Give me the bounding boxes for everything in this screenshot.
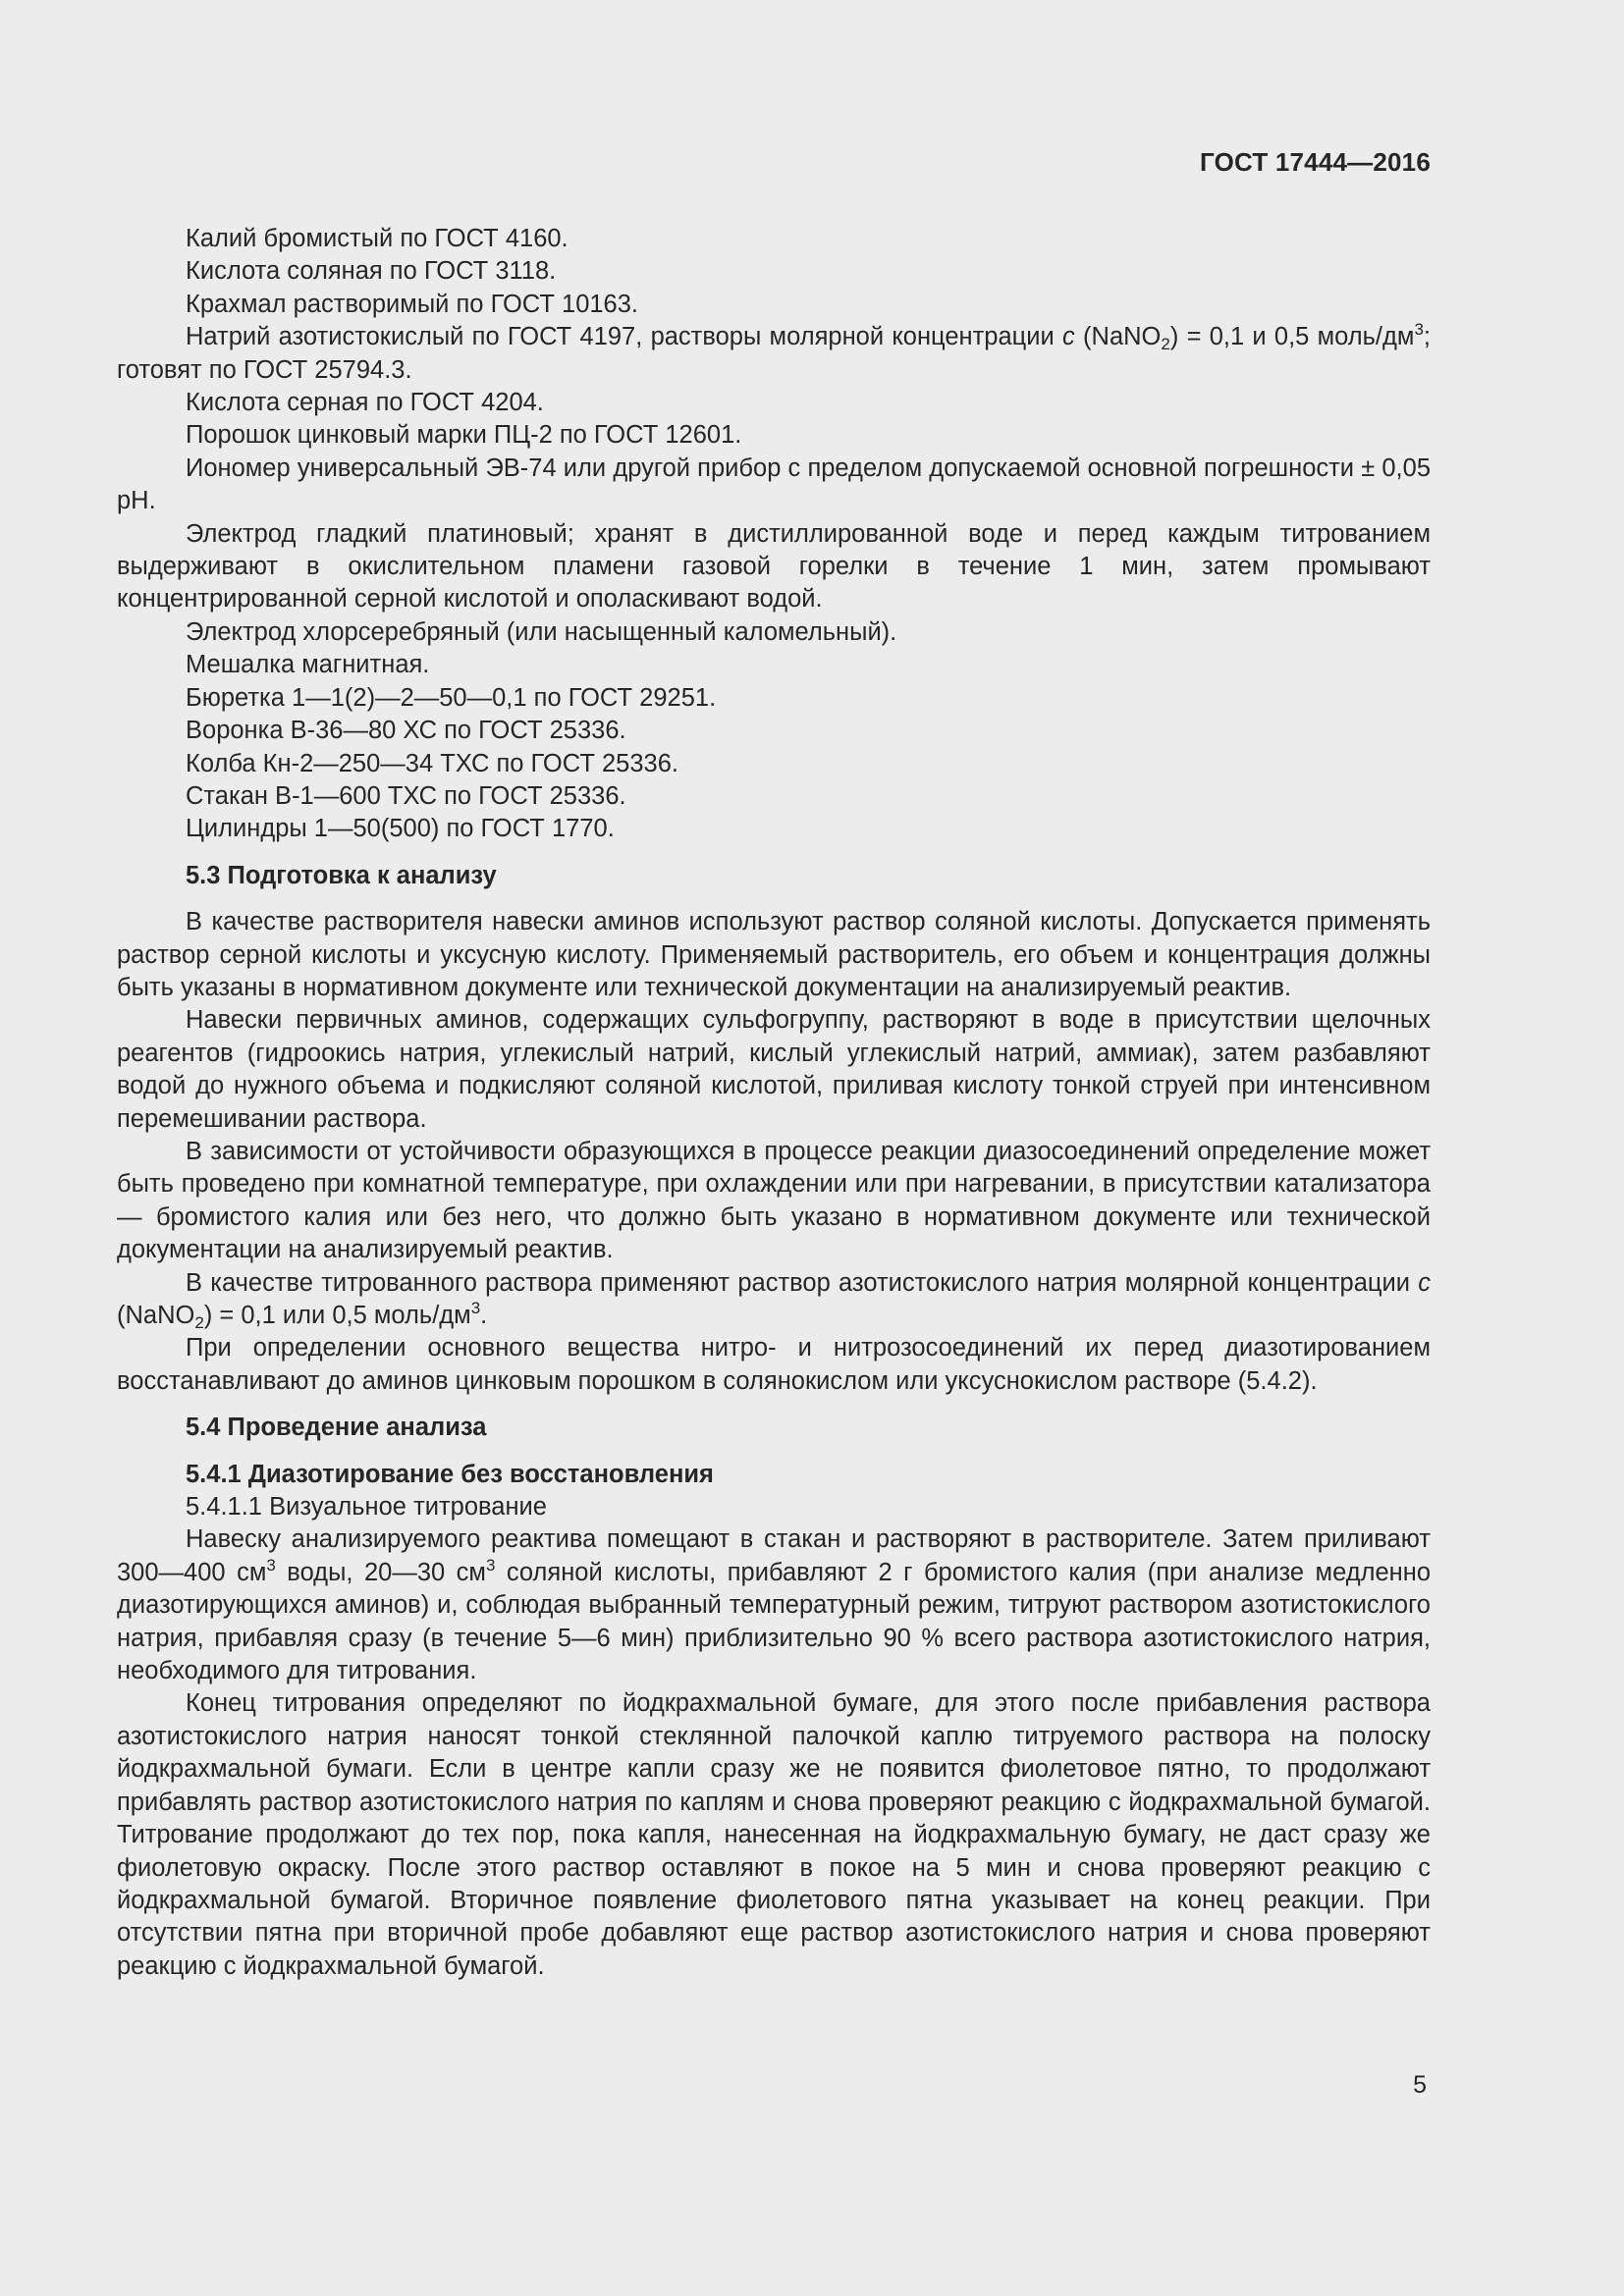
section-heading-5-4: 5.4 Проведение анализа [186, 1414, 487, 1442]
reagent-line: Мешалка магнитная. [186, 651, 430, 679]
paragraph: В зависимости от устойчивости образующихся в процессе реакции диазосоединений определение может быть проведено при комнатной температуре, при охлаждении или при нагревании, в присутствии катализатора — бромистого калия или без него, что должно быть указано в нормативном документе или технической документации на анализируемый реактив. [117, 1137, 1431, 1264]
reagent-line: Калий бромистый по ГОСТ 4160. [186, 225, 568, 252]
reagent-line: Крахмал растворимый по ГОСТ 10163. [186, 290, 639, 318]
paragraph: В качестве растворителя навески аминов используют раствор соляной кислоты. Допускается применять раствор серной кислоты и уксусную кислоту. Применяемый растворитель, его объем и концентрация должны быть указаны в нормативном документе или технической документации на анализируемый реактив. [117, 908, 1431, 1001]
paragraph: Конец титрования определяют по йодкрахмальной бумаге, для этого после прибавления раствора азотистокислого натрия наносят тонкой стеклянной палочкой каплю титруемого раствора на полоску йодкрахмальной бумаги. Если в центре капли сразу же не появится фиолетовое пятно, то продолжают прибавлять раствор азотистокислого натрия по каплям и снова проверяют реакцию с йодкрахмальной бумагой. Титрование продолжают до тех пор, пока капля, нанесенная на йодкрахмальную бумагу, не даст сразу же фиолетовую окраску. После этого раствор оставляют в покое на 5 мин и снова проверяют реакцию с йодкрахмальной бумагой. Вторичное появление фиолетового пятна указывает на конец реакции. При отсутствии пятна при вторичной пробе добавляют еще раствор азотистокислого натрия и снова проверяют реакцию с йодкрахмальной бумагой. [117, 1689, 1431, 1980]
subsubsection-heading-5-4-1-1: 5.4.1.1 Визуальное титрование [186, 1493, 547, 1522]
reagent-line: Иономер универсальный ЭВ-74 или другой прибор с пределом допускаемой основной погрешности ± 0,05 pH. [117, 454, 1431, 515]
paragraph: При определении основного вещества нитро- и нитрозосоединений их перед диазотированием восстанавливают до аминов цинковым порошком в солянокислом или уксуснокислом растворе (5.4.2). [117, 1334, 1431, 1395]
reagent-line: Кислота соляная по ГОСТ 3118. [186, 257, 557, 286]
reagent-line: Порошок цинковый марки ПЦ-2 по ГОСТ 12601. [186, 421, 742, 450]
reagent-line: Колба Кн-2—250—34 ТХС по ГОСТ 25336. [186, 749, 678, 777]
reagent-line: Электрод хлорсеребряный (или насыщенный каломельный). [186, 617, 897, 646]
paragraph: Навески первичных аминов, содержащих сульфогруппу, растворяют в воде в присутствии щелочных реагентов (гидроокись натрия, углекислый натрий, кислый углекислый натрий, аммиак), затем разбавляют водой до нужного объема и подкисляют соляной кислотой, приливая кислоту тонкой струей при интенсивном перемешивании раствора. [117, 1006, 1431, 1133]
paragraph-titrant: В качестве титрованного раствора применяют раствор азотистокислого натрия молярной концентрации c (NaNO$_2$) = 0,1 или 0,5 моль/$дм^3$. [117, 1268, 1431, 1332]
reagent-line: Воронка В-36—80 ХС по ГОСТ 25336. [186, 717, 626, 745]
reagent-line: Электрод гладкий платиновый; хранят в дистиллированной воде и перед каждым титрованием выдерживают в окислительном пламени газовой горелки в течение 1 мин, затем промывают концентрированной серной кислотой и ополаскивают водой. [117, 519, 1431, 614]
document-body [117, 223, 1431, 1983]
reagent-line: Стакан В-1—600 ТХС по ГОСТ 25336. [186, 781, 626, 810]
reagent-line-nitrite: Натрий азотистокислый по ГОСТ 4197, растворы молярной концентрации c (NaNO$_2$) = 0,1 и 0,5 моль/$дм^3$; готовят по ГОСТ 25794.3. [117, 320, 1431, 384]
paragraph: Навеску анализируемого реактива помещают в стакан и растворяют в растворителе. Затем приливают 300—400 $см^3$ воды, 20—30 $см^3$ соляной кислоты, прибавляют 2 г бромистого калия (при анализе медленно диазотирующихся аминов) и, соблюдая выбранный температурный режим, титруют раствором азотистокислого натрия, прибавляя сразу (в течение 5—6 мин) приблизительно 90 % всего раствора азотистокислого натрия, необходимого для титрования. [117, 1525, 1431, 1685]
section-heading-5-3: 5.3 Подготовка к анализу [186, 861, 497, 889]
reagent-line: Кислота серная по ГОСТ 4204. [186, 389, 544, 417]
reagent-line: Цилиндры 1—50(500) по ГОСТ 1770. [186, 815, 615, 843]
subsection-heading-5-4-1: 5.4.1 Диазотирование без восстановления [186, 1460, 714, 1488]
document-header: ГОСТ 17444—2016 [1200, 147, 1431, 177]
page-number: 5 [1413, 2071, 1427, 2099]
reagent-line: Бюретка 1—1(2)—2—50—0,1 по ГОСТ 29251. [186, 683, 717, 712]
